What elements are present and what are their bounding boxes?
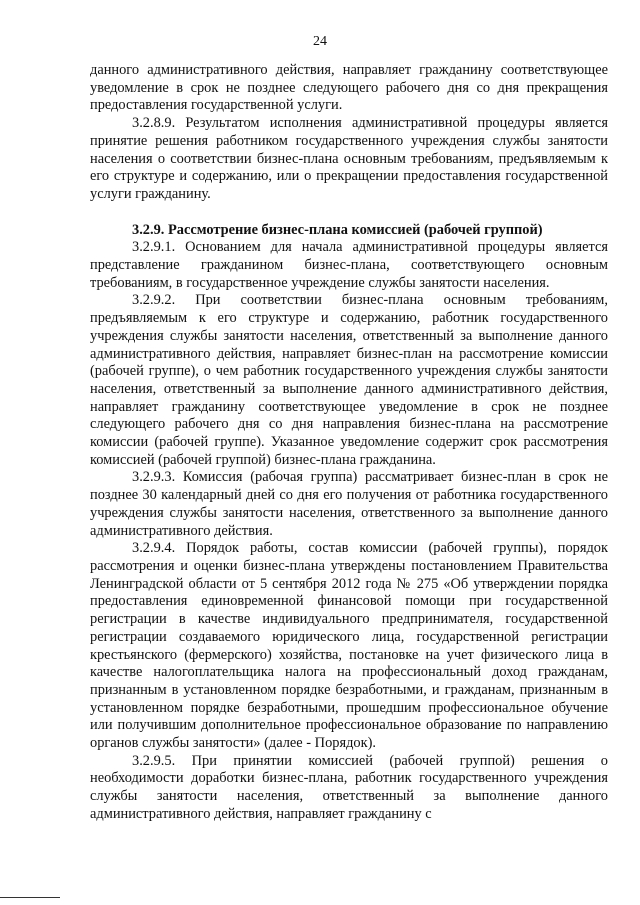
document-body	[90, 62, 608, 824]
section-heading-3-2-9: 3.2.9. Рассмотрение бизнес-плана комиссией (рабочей группой)	[132, 221, 543, 238]
paragraph-continuation: данного административного действия, направляет гражданину соответствующее уведомление в срок не позднее следующего рабочего дня со дня прекращения предоставления государственной услуги.	[90, 62, 608, 114]
page-number: 24	[313, 34, 327, 49]
paragraph-3-2-9-5: 3.2.9.5. При принятии комиссией (рабочей группой) решения о необходимости доработки бизнес-плана, работник государственного учреждения службы занятости населения, ответственный за выполнение данного административного действия, направляет гражданину с	[90, 752, 608, 822]
paragraph-3-2-8-9: 3.2.8.9. Результатом исполнения административной процедуры является принятие решения работником государственного учреждения службы занятости населения о соответствии бизнес-плана основным требованиям, предъявляемым к его структуре и содержанию, или о прекращении предоставления государственной услуги гражданину.	[90, 115, 608, 202]
paragraph-3-2-9-2: 3.2.9.2. При соответствии бизнес-плана основным требованиям, предъявляемым к его структуре и содержанию, работник государственного учреждения службы занятости населения, ответственный за выполнение данного административного действия, направляет бизнес-план на рассмотрение комиссии (рабочей группе), о чем работник государственного учреждения службы занятости населения, ответственный за выполнение данного административного действия, направляет гражданину соответствующее уведомление в срок не позднее следующего рабочего дня со дня направления бизнес-плана на рассмотрение комиссии (рабочей группе). Указанное уведомление содержит срок рассмотрения комиссией (рабочей группой) бизнес-плана гражданина.	[90, 292, 608, 468]
paragraph-3-2-9-4: 3.2.9.4. Порядок работы, состав комиссии (рабочей группы), порядок рассмотрения и оценки бизнес-плана утверждены постановлением Правительства Ленинградской области от 5 сентября 2012 года № 275 «Об утверждении порядка предоставления единовременной финансовой помощи при государственной регистрации в качестве индивидуального предпринимателя, государственной регистрации создаваемого юридического лица, государственной регистрации крестьянского (фермерского) хозяйства, постановке на учет физического лица в качестве налогоплательщика налога на профессиональный доход гражданам, признанным в установленном порядке безработными, и гражданам, признанным в установленном порядке безработными, прошедшим профессиональное обучение или получившим дополнительное профессиональное образование по направлению органов службы занятости» (далее - Порядок).	[90, 540, 608, 752]
paragraph-3-2-9-3: 3.2.9.3. Комиссия (рабочая группа) рассматривает бизнес-план в срок не позднее 30 календарный дней со дня его получения от работника государственного учреждения службы занятости населения, ответственного за выполнение данного административного действия.	[90, 469, 608, 539]
paragraph-3-2-9-1: 3.2.9.1. Основанием для начала административной процедуры является представление гражданином бизнес-плана, соответствующего основным требованиям, в государственное учреждение службы занятости населения.	[90, 239, 608, 291]
bottom-rule	[0, 897, 60, 898]
